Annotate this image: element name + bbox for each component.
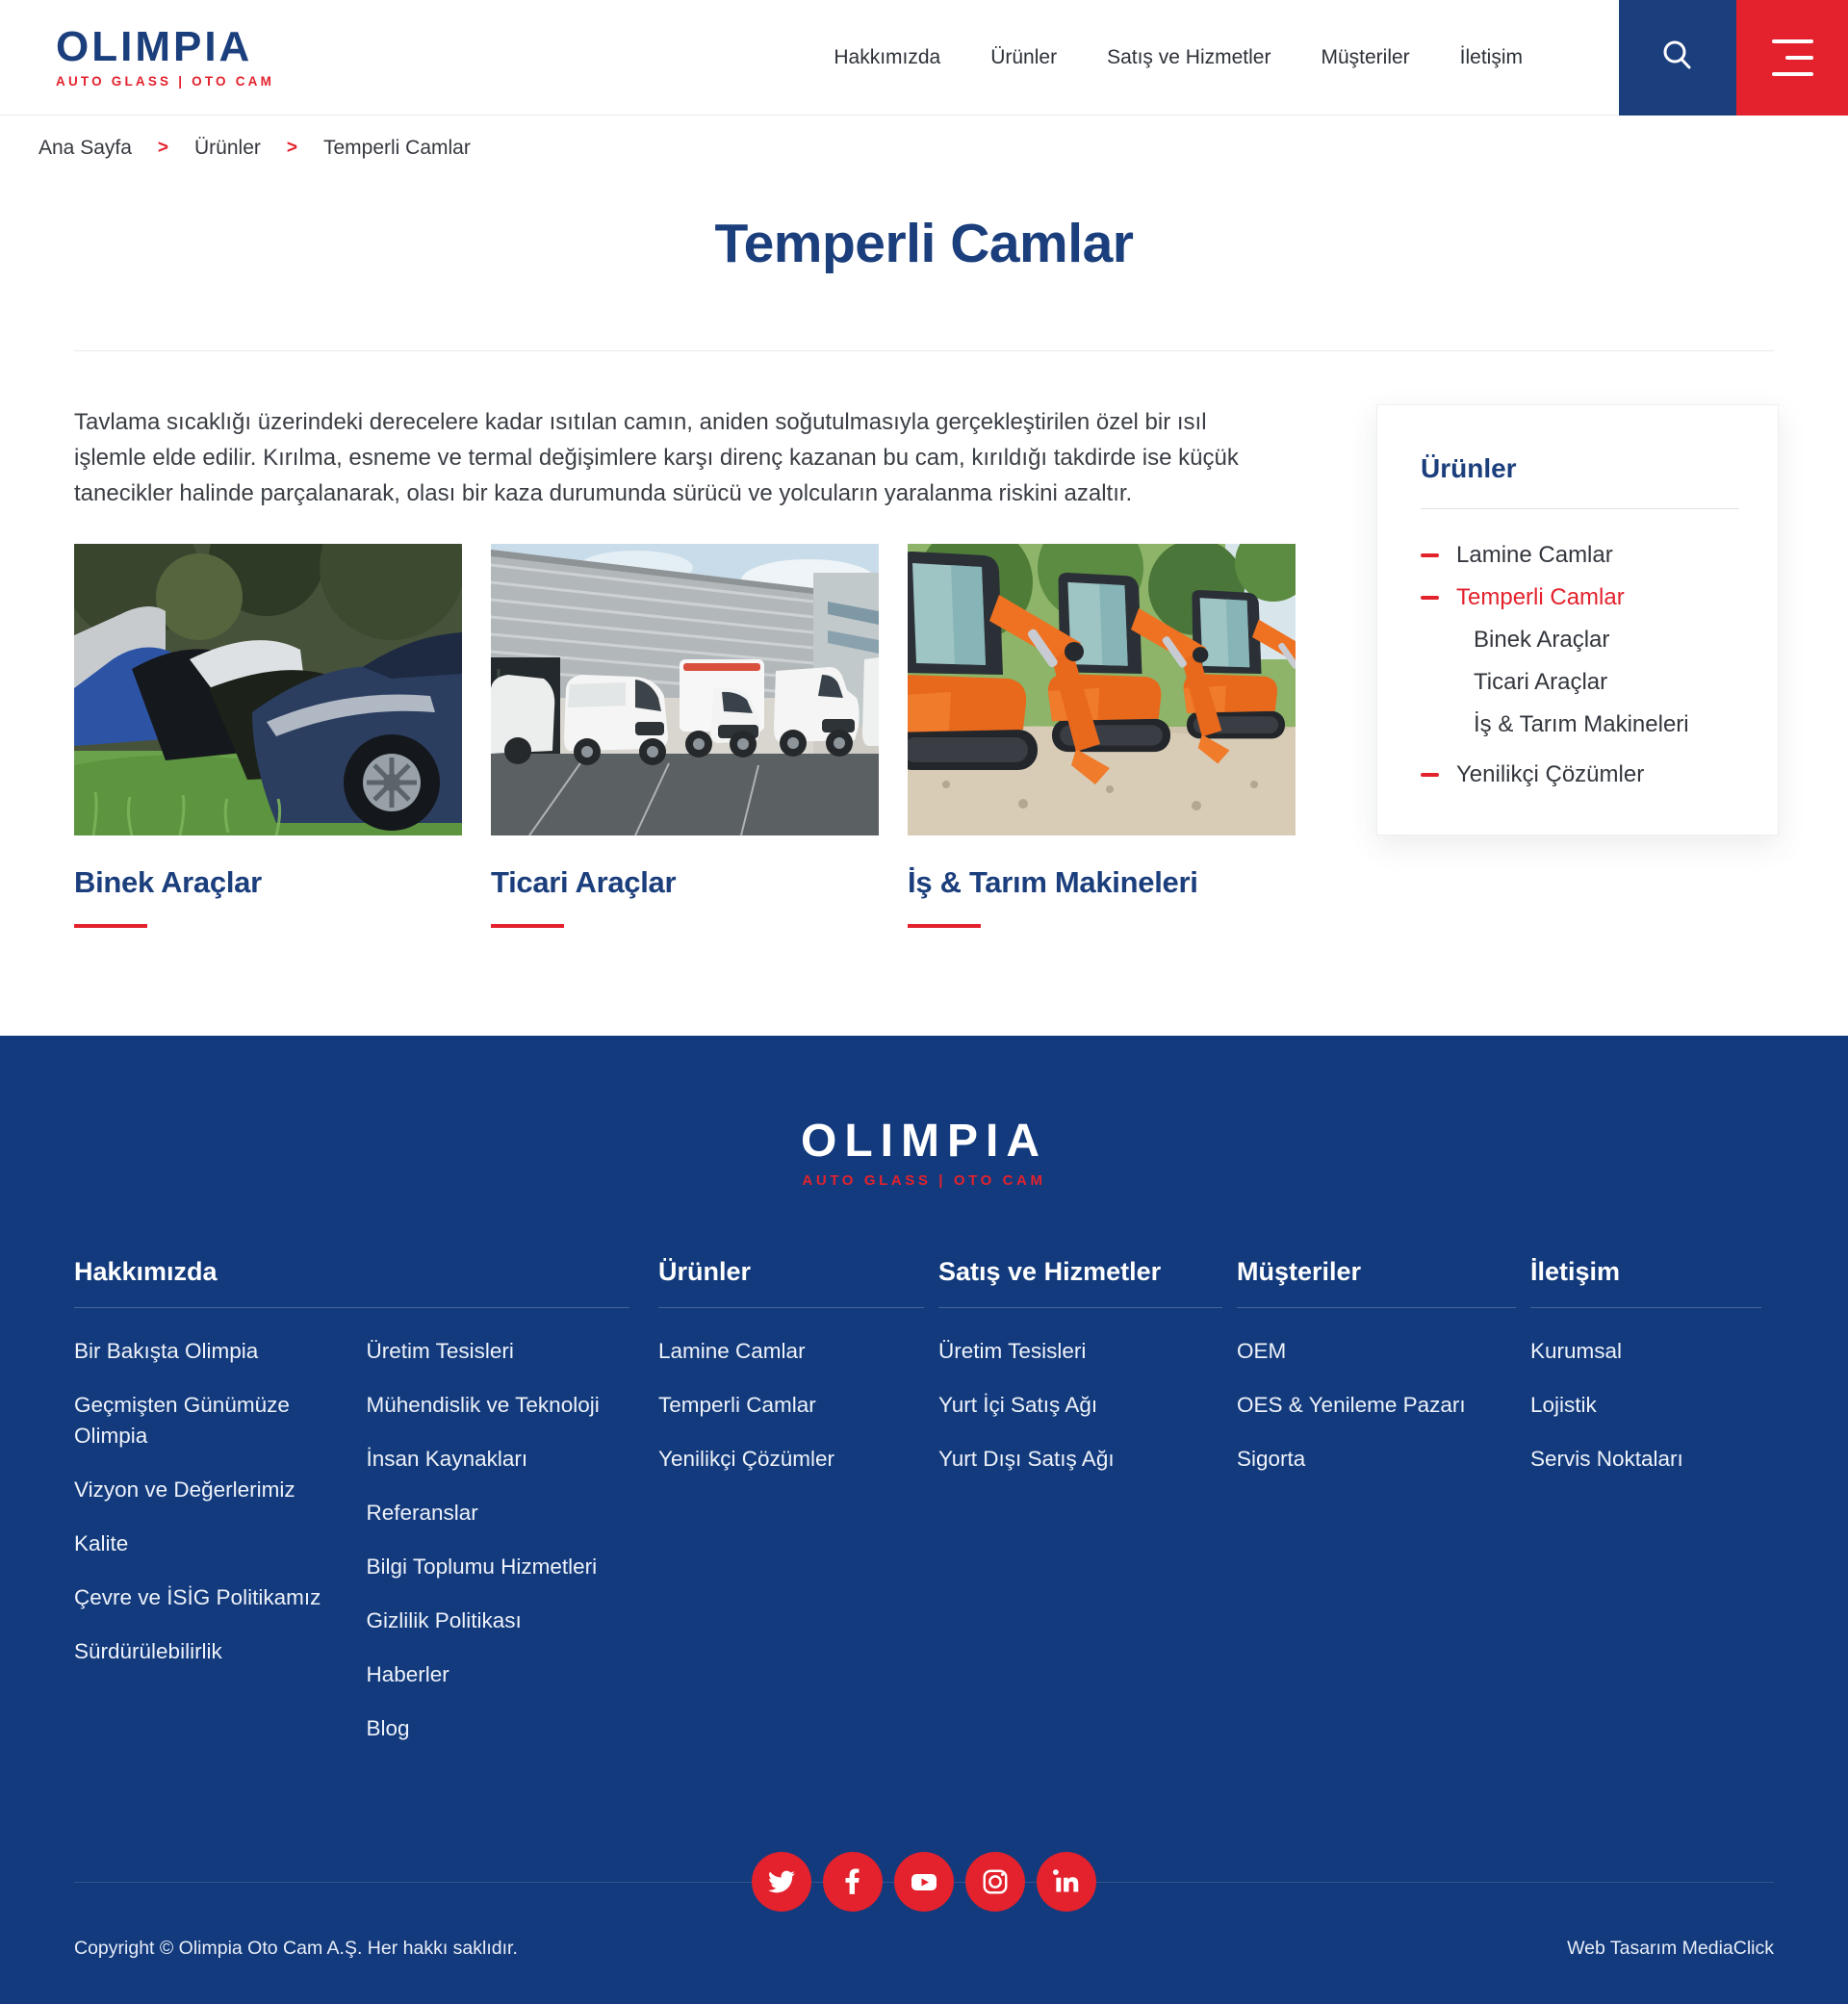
nav-item-satis-ve-hizmetler[interactable]: Satış ve Hizmetler [1107, 45, 1271, 68]
sidebar-divider [1421, 508, 1739, 509]
footer-link-yenilikci-cozumler[interactable]: Yenilikçi Çözümler [658, 1446, 834, 1471]
footer-col-divider [1237, 1307, 1516, 1308]
site-logo[interactable] [56, 23, 275, 90]
main-nav [834, 46, 1523, 69]
social-row [0, 1852, 1848, 1912]
linkedin-icon [1053, 1868, 1080, 1895]
footer-link-yurt-disi-satis-agi[interactable]: Yurt Dışı Satış Ağı [938, 1446, 1115, 1471]
parked-cars-image[interactable] [74, 544, 462, 835]
card-ticari-araclar[interactable] [491, 544, 879, 928]
footer-link-lojistik[interactable]: Lojistik [1530, 1392, 1597, 1417]
card-title[interactable]: Ticari Araçlar [491, 865, 677, 899]
card-is-tarim-makineleri[interactable] [908, 544, 1296, 928]
youtube-button[interactable] [894, 1852, 954, 1912]
instagram-button[interactable] [965, 1852, 1025, 1912]
twitter-icon [768, 1868, 795, 1895]
footer-col-hakkimizda [74, 1257, 658, 1767]
nav-item-urunler[interactable]: Ürünler [990, 45, 1058, 68]
footer-link-yurt-ici-satis-agi[interactable]: Yurt İçi Satış Ağı [938, 1392, 1098, 1417]
footer-link-temperli-camlar[interactable]: Temperli Camlar [658, 1392, 816, 1417]
intro-paragraph: Tavlama sıcaklığı üzerindeki derecelere kadar ısıtılan camın, aniden soğutulmasıyla gerçekleştirilen özel bir ısıl işlemle elde edilir. Kırılma, esneme ve termal değişimlere karşı direnç kazanan bu cam, kırıldığı takdirde ise küçük tanecikler halinde parçalanarak, olası bir kaza durumunda sürücü ve yolcuların yaralanma riskini azaltır. [74, 409, 1239, 506]
site-footer [0, 1036, 1848, 2004]
footer-logo-tagline: AUTO GLASS | OTO CAM [802, 1172, 1046, 1189]
footer-link-uretim-tesisleri[interactable]: Üretim Tesisleri [366, 1339, 514, 1363]
footer-columns [0, 1257, 1848, 1767]
card-title[interactable]: İş & Tarım Makineleri [908, 865, 1198, 899]
footer-link-vizyon-ve-degerlerimiz[interactable]: Vizyon ve Değerlerimiz [74, 1477, 295, 1502]
breadcrumb-separator: > [286, 138, 297, 158]
hamburger-icon [1772, 39, 1813, 76]
copyright-text: Copyright © Olimpia Oto Cam A.Ş. Her hakkı saklıdır. [74, 1937, 518, 1959]
breadcrumb-separator: > [157, 138, 169, 158]
red-underline [491, 924, 564, 928]
card-binek-araclar[interactable] [74, 544, 462, 928]
logo-tagline: AUTO GLASS | OTO CAM [56, 74, 275, 90]
footer-col-musteriler [1237, 1257, 1530, 1767]
footer-col-divider [658, 1307, 924, 1308]
footer-col-iletisim [1530, 1257, 1774, 1767]
breadcrumb-home[interactable]: Ana Sayfa [38, 137, 132, 159]
footer-link-sigorta[interactable]: Sigorta [1237, 1446, 1306, 1471]
sidebar-subitem-ticari-araclar[interactable]: Ticari Araçlar [1474, 669, 1608, 695]
nav-item-hakkimizda[interactable]: Hakkımızda [834, 45, 941, 68]
web-design-credit-link[interactable]: Web Tasarım MediaClick [1567, 1937, 1774, 1959]
footer-link-uretim-tesisleri-2[interactable]: Üretim Tesisleri [938, 1339, 1087, 1363]
title-divider [74, 350, 1774, 351]
sidebar-subitem-is-tarim-makineleri[interactable]: İş & Tarım Makineleri [1474, 711, 1689, 737]
excavators-image[interactable] [908, 544, 1296, 835]
footer-link-gizlilik-politikasi[interactable]: Gizlilik Politikası [366, 1607, 522, 1632]
footer-link-bilgi-toplumu-hizmetleri[interactable]: Bilgi Toplumu Hizmetleri [366, 1554, 598, 1579]
dash-icon [1421, 553, 1439, 557]
footer-link-lamine-camlar[interactable]: Lamine Camlar [658, 1339, 806, 1363]
red-underline [908, 924, 981, 928]
footer-col-heading: İletişim [1530, 1257, 1621, 1286]
footer-logo[interactable] [0, 1118, 1848, 1188]
youtube-icon [909, 1866, 939, 1897]
site-header [0, 0, 1848, 116]
footer-link-haberler[interactable]: Haberler [366, 1661, 449, 1686]
footer-link-bir-bakista-olimpia[interactable]: Bir Bakışta Olimpia [74, 1339, 259, 1363]
twitter-button[interactable] [752, 1852, 811, 1912]
footer-link-gecmisten-gunumuze-olimpia[interactable]: Geçmişten Günümüze Olimpia [74, 1392, 290, 1448]
footer-col-heading: Müşteriler [1237, 1257, 1362, 1286]
facebook-icon [839, 1868, 866, 1895]
footer-col-satis-ve-hizmetler [938, 1257, 1237, 1767]
footer-link-servis-noktalari[interactable]: Servis Noktaları [1530, 1446, 1683, 1471]
footer-col-urunler [658, 1257, 938, 1767]
sidebar-title: Ürünler [1421, 453, 1517, 483]
sidebar-item-temperli-camlar[interactable]: Temperli Camlar [1421, 577, 1739, 619]
red-underline [74, 924, 147, 928]
search-button[interactable] [1619, 0, 1736, 116]
footer-col-heading: Ürünler [658, 1257, 752, 1286]
footer-col-divider [1530, 1307, 1761, 1308]
breadcrumb [0, 116, 1848, 173]
products-sidebar [1376, 404, 1779, 835]
footer-link-kalite[interactable]: Kalite [74, 1530, 129, 1555]
sidebar-item-lamine-camlar[interactable]: Lamine Camlar [1421, 534, 1739, 577]
main-content [74, 404, 1779, 1036]
dash-icon [1421, 773, 1439, 777]
instagram-icon [981, 1867, 1010, 1896]
sidebar-list [1421, 534, 1739, 796]
footer-link-cevre-ve-isig-politikamiz[interactable]: Çevre ve İSİG Politikamız [74, 1584, 321, 1609]
card-title[interactable]: Binek Araçlar [74, 865, 262, 899]
facebook-button[interactable] [823, 1852, 883, 1912]
linkedin-button[interactable] [1037, 1852, 1096, 1912]
hamburger-menu-button[interactable] [1736, 0, 1848, 116]
footer-link-muhendislik-ve-teknoloji[interactable]: Mühendislik ve Teknoloji [366, 1392, 600, 1417]
footer-col-heading: Hakkımızda [74, 1257, 218, 1286]
footer-link-oes-yenileme-pazari[interactable]: OES & Yenileme Pazarı [1237, 1392, 1466, 1417]
page-title: Temperli Camlar [714, 213, 1134, 274]
footer-col-heading: Satış ve Hizmetler [938, 1257, 1162, 1286]
sidebar-item-yenilikci-cozumler[interactable]: Yenilikçi Çözümler [1421, 754, 1739, 796]
footer-logo-wordmark: OLIMPIA [801, 1116, 1047, 1167]
footer-link-blog[interactable]: Blog [366, 1715, 410, 1740]
footer-link-surdurulebilirlik[interactable]: Sürdürülebilirlik [74, 1638, 222, 1663]
dash-icon [1421, 596, 1439, 600]
nav-item-musteriler[interactable]: Müşteriler [1321, 45, 1410, 68]
footer-link-oem[interactable]: OEM [1237, 1339, 1287, 1363]
footer-link-insan-kaynaklari[interactable]: İnsan Kaynakları [366, 1446, 528, 1471]
breadcrumb-current: Temperli Camlar [322, 137, 471, 159]
nav-item-iletisim[interactable]: İletişim [1459, 45, 1523, 68]
white-vans-image[interactable] [491, 544, 879, 835]
product-cards [74, 544, 1294, 928]
footer-link-referanslar[interactable]: Referanslar [366, 1500, 478, 1525]
breadcrumb-products[interactable]: Ürünler [194, 137, 261, 159]
search-icon [1658, 37, 1697, 78]
footer-bottom-bar [0, 1938, 1848, 2004]
sidebar-subitem-binek-araclar[interactable]: Binek Araçlar [1474, 627, 1610, 653]
logo-wordmark: OLIMPIA [56, 23, 253, 71]
footer-col-divider [938, 1307, 1222, 1308]
footer-link-kurumsal[interactable]: Kurumsal [1530, 1339, 1623, 1363]
